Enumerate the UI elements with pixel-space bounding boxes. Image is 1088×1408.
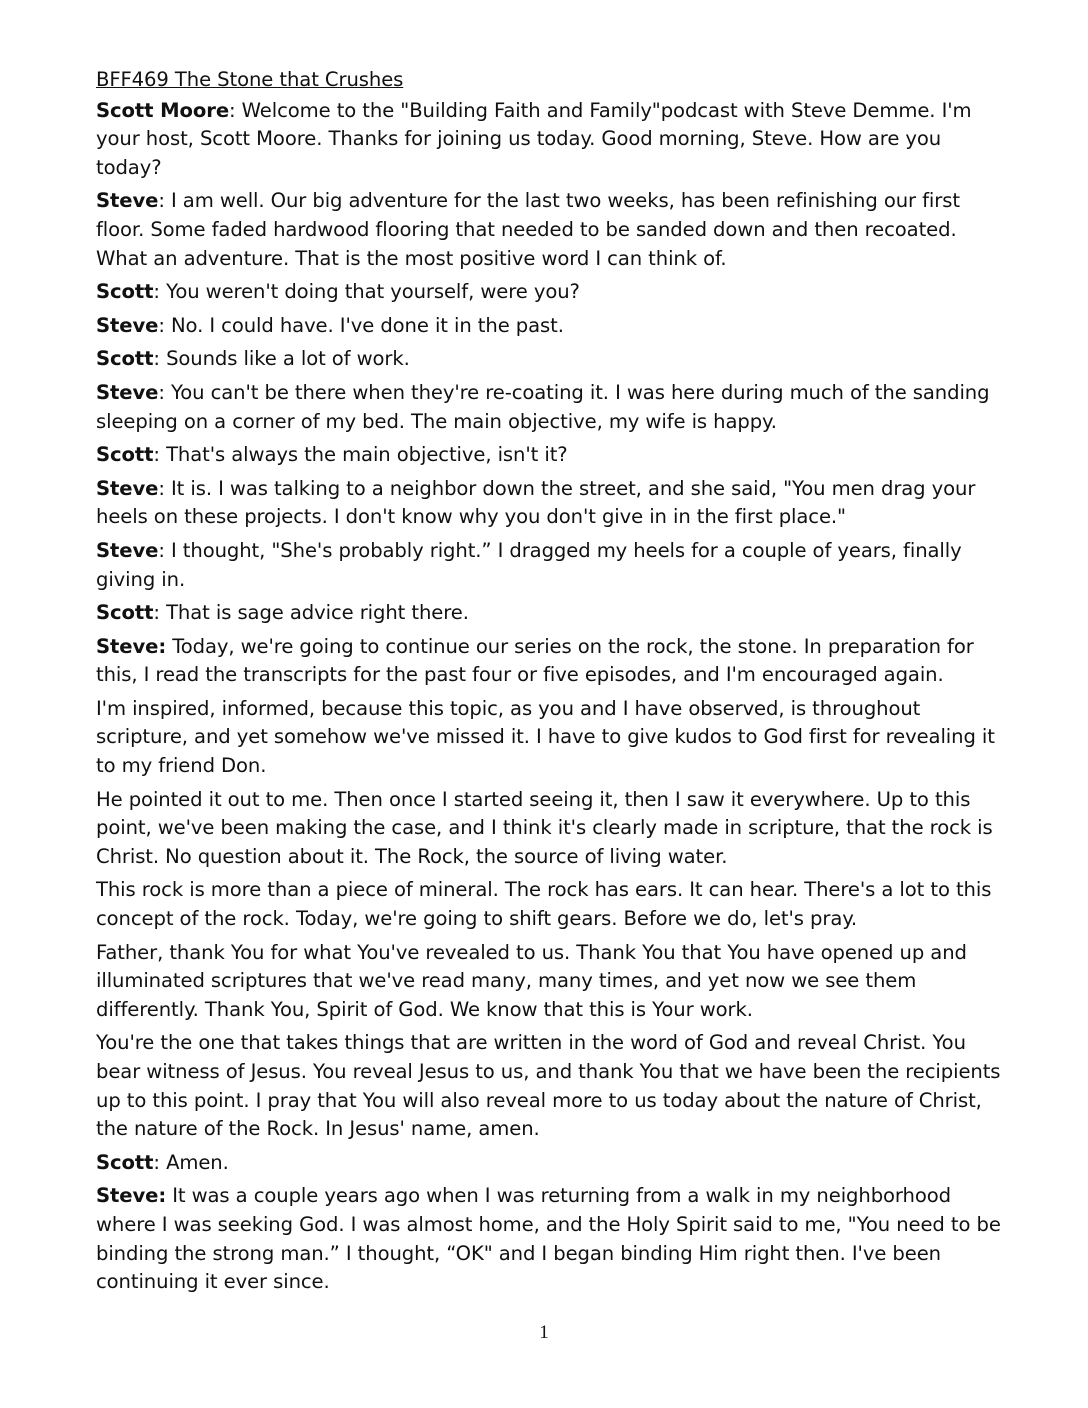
speaker-name: Scott Moore bbox=[96, 98, 230, 122]
paragraph-text: I am well. Our big adventure for the last two weeks, has been refinishing our first floor. Some faded hardwood flooring that needed to be sanded down and then recoated. What an adventure. That is the most positive word I can think of. bbox=[96, 189, 960, 270]
paragraph-text: I thought, "She's probably right.” I dragged my heels for a couple of years, finally giving in. bbox=[96, 538, 962, 591]
transcript-paragraph bbox=[96, 345, 1001, 374]
speaker-separator: : bbox=[153, 280, 160, 304]
speaker-name: Steve: bbox=[96, 1184, 167, 1208]
paragraph-text: Father, thank You for what You've revealed to us. Thank You that You have opened up and illuminated scriptures that we've read many, many times, and yet now we see them differently. Thank You, Spirit of God. We know that this is Your work. bbox=[96, 940, 967, 1021]
paragraph-text: Welcome to the "Building Faith and Family"podcast with Steve Demme. I'm your host, Scott Moore. Thanks for joining us today. Good morning, Steve. How are you today? bbox=[96, 98, 972, 179]
paragraph-text: No. I could have. I've done it in the past. bbox=[164, 313, 564, 337]
speaker-name: Steve bbox=[96, 538, 159, 562]
paragraph-text: That is sage advice right there. bbox=[159, 601, 469, 625]
paragraph-text: He pointed it out to me. Then once I started seeing it, then I saw it everywhere. Up to this point, we've been making the case, and I think it's clearly made in scripture, that the rock is Christ. No question about it. The Rock, the source of living water. bbox=[96, 787, 993, 868]
speaker-separator: : bbox=[153, 601, 160, 625]
paragraph-text: That's always the main objective, isn't it? bbox=[159, 443, 568, 467]
transcript-paragraph bbox=[96, 1149, 1001, 1178]
paragraph-text: I'm inspired, informed, because this topic, as you and I have observed, is throughout scripture, and yet somehow we've missed it. I have to give kudos to God first for revealing it to my friend Don. bbox=[96, 696, 995, 778]
transcript-paragraph bbox=[96, 278, 1001, 307]
transcript-paragraph bbox=[96, 633, 1001, 690]
speaker-name: Steve: bbox=[96, 634, 167, 658]
speaker-separator: : bbox=[158, 313, 165, 337]
speaker-separator: : bbox=[158, 189, 165, 213]
transcript-paragraph bbox=[96, 379, 1001, 436]
paragraph-text: Today, we're going to continue our series on the rock, the stone. In preparation for this, I read the transcripts for the past four or five episodes, and I'm encouraged again. bbox=[96, 634, 974, 687]
transcript-paragraph bbox=[96, 537, 1001, 594]
paragraph-text: You're the one that takes things that are written in the word of God and reveal Christ. You bear witness of Jesus. You reveal Jesus to us, and thank You that we have been the recipients up to this point. I pray that You will also reveal more to us today about the nature of Christ, the nature of the Rock. In Jesus' name, amen. bbox=[96, 1031, 1001, 1141]
speaker-separator: : bbox=[153, 347, 160, 371]
speaker-name: Scott bbox=[96, 1150, 154, 1174]
paragraph-text: Amen. bbox=[159, 1150, 229, 1174]
speaker-separator: : bbox=[158, 380, 165, 404]
speaker-separator: : bbox=[153, 443, 160, 467]
paragraph-text: It was a couple years ago when I was returning from a walk in my neighborhood where I was seeking God. I was almost home, and the Holy Spirit said to me, "You need to be binding the strong man.” I thought, “OK" and I began binding Him right then. I've been continuing it ever since. bbox=[96, 1184, 1001, 1294]
paragraph-text: It is. I was talking to a neighbor down the street, and she said, "You men drag your heels on these projects. I don't know why you don't give in in the first place." bbox=[96, 476, 976, 529]
speaker-separator: : bbox=[158, 476, 165, 500]
speaker-name: Steve bbox=[96, 476, 159, 500]
paragraph-list bbox=[96, 97, 1001, 1297]
speaker-separator: : bbox=[229, 98, 236, 122]
speaker-separator: : bbox=[158, 538, 165, 562]
transcript-body bbox=[96, 66, 1001, 1302]
transcript-paragraph bbox=[96, 187, 1001, 273]
speaker-name: Steve bbox=[96, 313, 159, 337]
transcript-paragraph bbox=[96, 312, 1001, 341]
paragraph-text: Sounds like a lot of work. bbox=[159, 347, 410, 371]
transcript-paragraph bbox=[96, 939, 1001, 1025]
paragraph-text: You can't be there when they're re-coating it. I was here during much of the sanding sleeping on a corner of my bed. The main objective, my wife is happy. bbox=[96, 380, 990, 433]
speaker-name: Scott bbox=[96, 280, 154, 304]
speaker-name: Scott bbox=[96, 443, 154, 467]
transcript-paragraph bbox=[96, 97, 1001, 183]
speaker-separator: : bbox=[153, 1150, 160, 1174]
paragraph-text: This rock is more than a piece of mineral. The rock has ears. It can hear. There's a lot to this concept of the rock. Today, we're going to shift gears. Before we do, let's pray. bbox=[96, 878, 992, 931]
speaker-name: Steve bbox=[96, 380, 159, 404]
paragraph-text: You weren't doing that yourself, were you? bbox=[159, 280, 580, 304]
transcript-paragraph bbox=[96, 441, 1001, 470]
transcript-paragraph bbox=[96, 1029, 1001, 1143]
transcript-paragraph bbox=[96, 1182, 1001, 1296]
transcript-paragraph bbox=[96, 695, 1001, 781]
page-number: 1 bbox=[539, 1322, 549, 1343]
speaker-name: Steve bbox=[96, 189, 159, 213]
transcript-paragraph bbox=[96, 475, 1001, 532]
speaker-name: Scott bbox=[96, 601, 154, 625]
speaker-name: Scott bbox=[96, 347, 154, 371]
document-title: BFF469 The Stone that Crushes bbox=[96, 68, 404, 91]
transcript-paragraph bbox=[96, 599, 1001, 628]
transcript-paragraph bbox=[96, 786, 1001, 872]
transcript-paragraph bbox=[96, 876, 1001, 933]
